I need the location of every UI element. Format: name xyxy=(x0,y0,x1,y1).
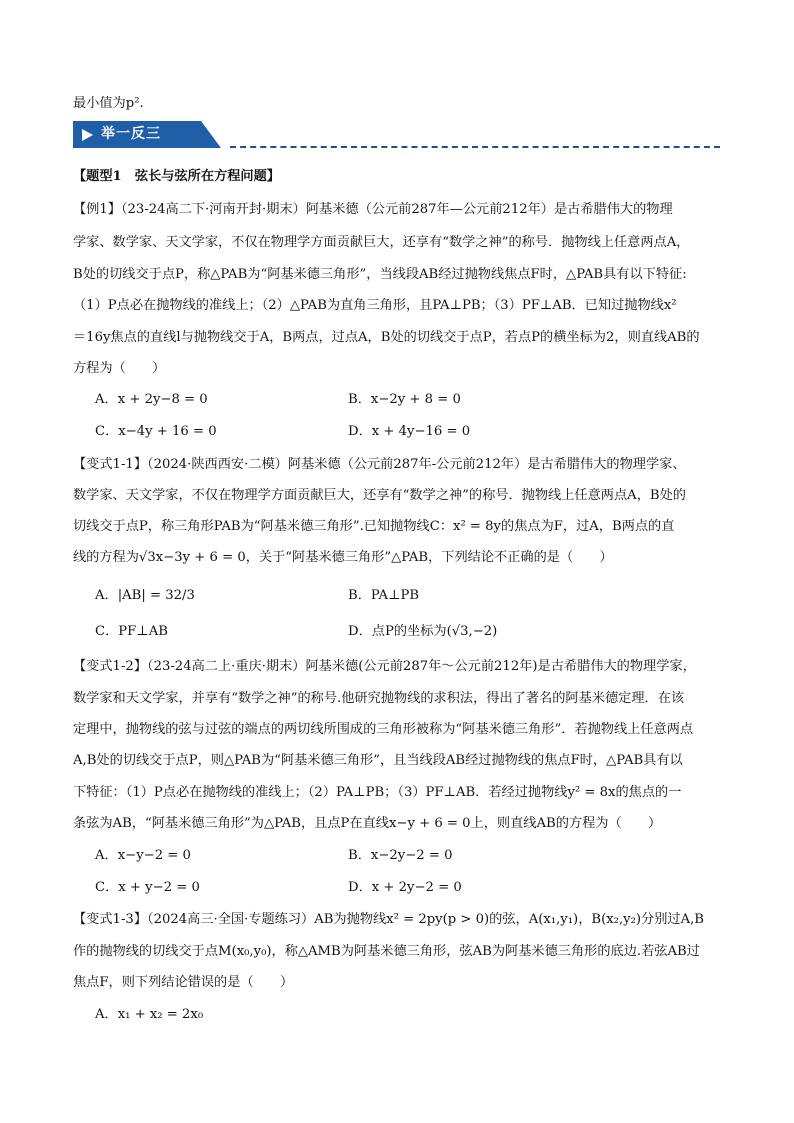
variant13-line-2: 作的抛物线的切线交于点M(x₀,y₀)，称△AMB为阿基米德三角形，弦AB为阿基米德三角形的底边.若弦AB过 xyxy=(73,944,700,959)
variant12-line-5: 下特征：（1）P点必在抛物线的准线上；（2）PA⊥PB；（3）PF⊥AB．若经过抛物线y² = 8x的焦点的一 xyxy=(73,785,682,800)
variant12-line-1: 【变式1-2】（23-24高二上·重庆·期末）阿基米德(公元前287年～公元前212年)是古希腊伟大的物理学家， xyxy=(73,659,696,674)
example1-line-6: 方程为（ ） xyxy=(73,361,166,376)
variant12-option-b: B．x−2y−2 = 0 xyxy=(348,848,453,863)
example1-line-2: 学家、数学家、天文学家，不仅在物理学方面贡献巨大，还享有“数学之神”的称号．抛物线上任意两点A， xyxy=(73,235,690,250)
example1-option-a: A．x + 2y−8 = 0 xyxy=(95,392,208,407)
variant11-option-c: C．PF⊥AB xyxy=(95,624,168,639)
variant12-line-2: 数学家和天文学家，并享有“数学之神”的称号.他研究抛物线的求积法，得出了著名的阿基米德定理．在该 xyxy=(73,691,685,706)
variant12-line-4: A,B处的切线交于点P，则△PAB为“阿基米德三角形”，且当线段AB经过抛物线的焦点F时，△PAB具有以 xyxy=(73,753,683,768)
example1-option-b: B．x−2y + 8 = 0 xyxy=(348,392,461,407)
variant11-option-a: A．|AB| = 32/3 xyxy=(95,588,195,603)
variant12-option-a: A．x−y−2 = 0 xyxy=(95,848,191,863)
variant13-option-a: A．x₁ + x₂ = 2x₀ xyxy=(95,1007,204,1022)
banner-label: 举一反三 xyxy=(101,126,161,142)
variant13-line-1: 【变式1-3】（2024高三·全国·专题练习）AB为抛物线x² = 2py(p > 0)的弦，A(x₁,y₁)，B(x₂,y₂)分别过A,B xyxy=(73,912,704,927)
example1-option-d: D．x + 4y−16 = 0 xyxy=(348,424,471,439)
example1-line-1: 【例1】（23-24高二下·河南开封·期末）阿基米德（公元前287年—公元前212年）是古希腊伟大的物理 xyxy=(73,202,673,217)
example1-line-3: B处的切线交于点P，称△PAB为“阿基米德三角形”，当线段AB经过抛物线焦点F时，△PAB具有以下特征: xyxy=(73,267,687,282)
example1-line-5: ＝16y焦点的直线l与抛物线交于A，B两点，过点A，B处的切线交于点P，若点P的横坐标为2，则直线AB的 xyxy=(73,330,700,345)
dashed-divider xyxy=(230,146,720,148)
variant13-line-3: 焦点F，则下列结论错误的是（ ） xyxy=(73,975,294,990)
topic-title: 【题型1 弦长与弦所在方程问题】 xyxy=(73,169,280,184)
variant12-line-6: 条弦为AB，“阿基米德三角形”为△PAB，且点P在直线x−y + 6 = 0上，则直线AB的方程为（ ） xyxy=(73,816,662,831)
section-banner xyxy=(73,121,221,148)
example1-line-4: （1）P点必在抛物线的准线上；（2）△PAB为直角三角形，且PA⊥PB；（3）PF⊥AB．已知过抛物线x² xyxy=(73,298,677,313)
variant11-option-d: D．点P的坐标为(√3,−2) xyxy=(348,624,498,639)
variant12-option-c: C．x + y−2 = 0 xyxy=(95,880,200,895)
example1-option-c: C．x−4y + 16 = 0 xyxy=(95,424,217,439)
play-triangle-icon xyxy=(82,129,93,141)
variant12-line-3: 定理中，抛物线的弦与过弦的端点的两切线所围成的三角形被称为“阿基米德三角形”．若抛物线上任意两点 xyxy=(73,722,694,737)
top-text: 最小值为p². xyxy=(73,96,144,111)
variant11-line-3: 切线交于点P，称三角形PAB为“阿基米德三角形”.已知抛物线C：x² = 8y的焦点为F，过A，B两点的直 xyxy=(73,519,675,534)
variant12-option-d: D．x + 2y−2 = 0 xyxy=(348,880,462,895)
variant11-line-2: 数学家、天文学家，不仅在物理学方面贡献巨大，还享有“数学之神”的称号．抛物线上任意两点A，B处的 xyxy=(73,488,686,503)
variant11-line-4: 线的方程为√3x−3y + 6 = 0，关于“阿基米德三角形”△PAB，下列结论不正确的是（ ） xyxy=(73,550,613,565)
variant11-line-1: 【变式1-1】（2024·陕西西安·二模）阿基米德（公元前287年-公元前212年）是古希腊伟大的物理学家、 xyxy=(73,457,686,472)
variant11-option-b: B．PA⊥PB xyxy=(348,588,420,603)
